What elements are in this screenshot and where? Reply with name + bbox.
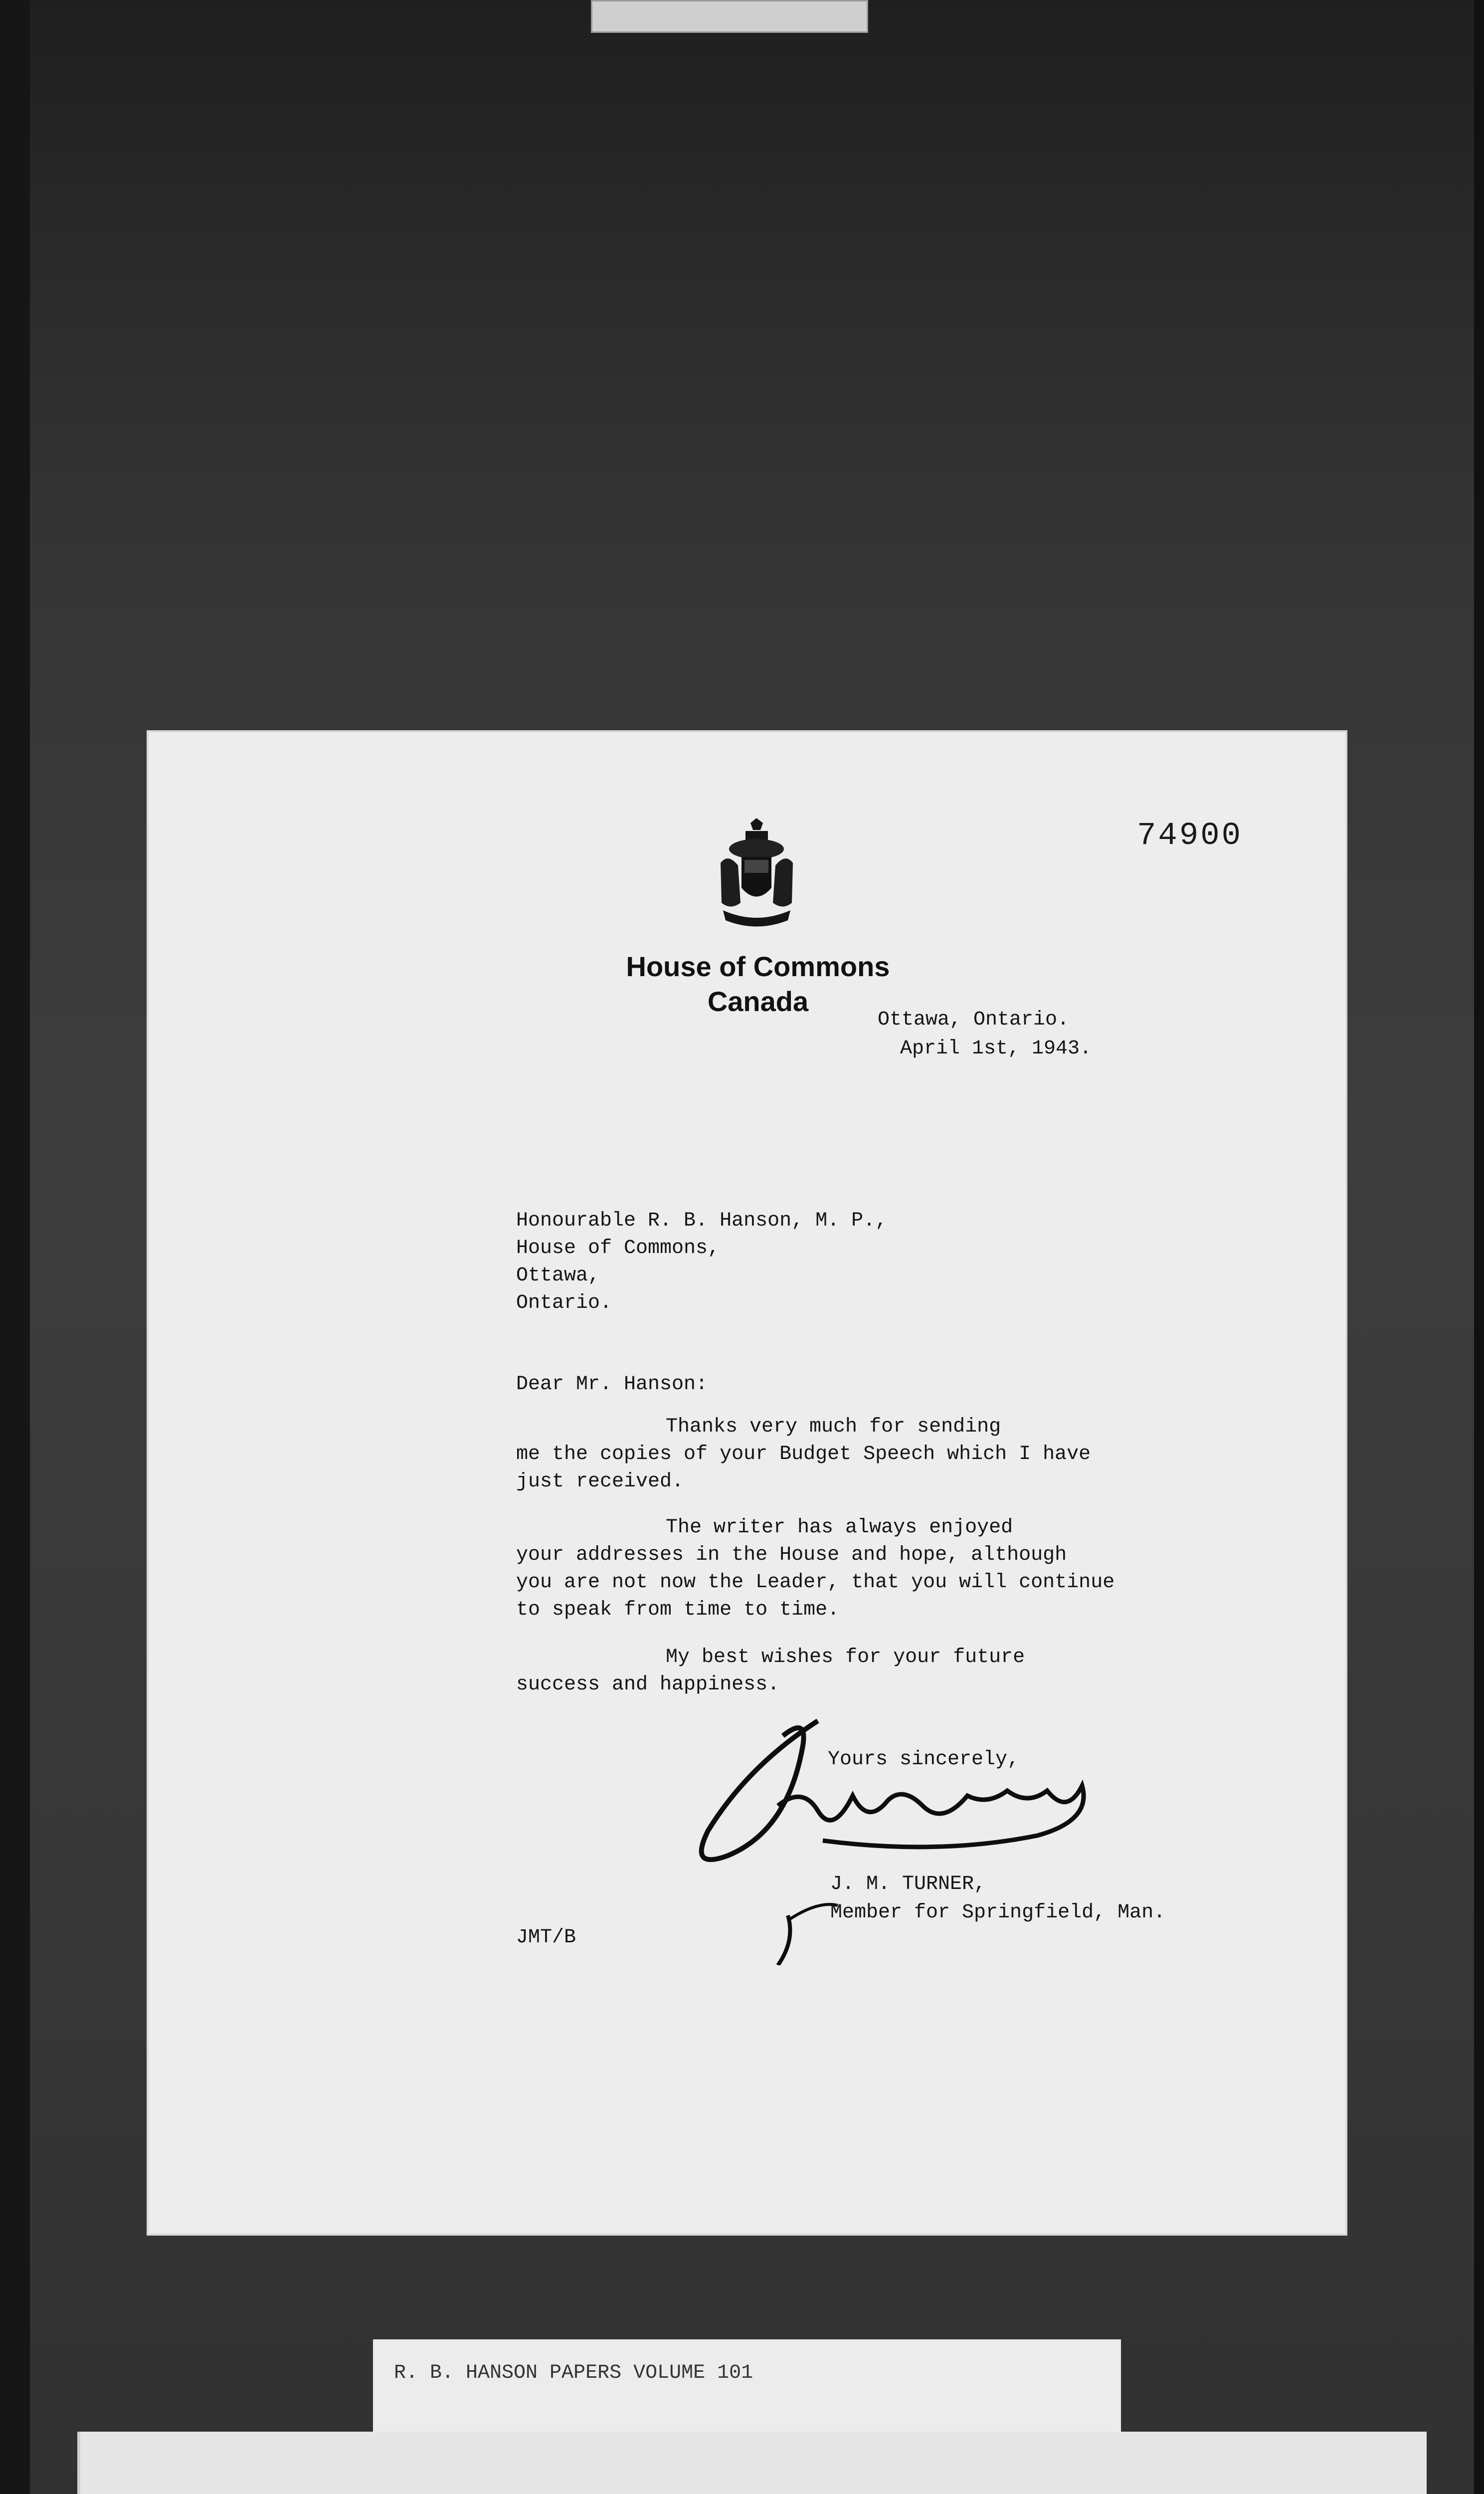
paragraph-line: The writer has always enjoyed (666, 1516, 1013, 1539)
document-number: 74900 (1137, 818, 1243, 854)
place-line: Ottawa, Ontario. (878, 1009, 1070, 1031)
collection-label (373, 2339, 1121, 2434)
recipient-line: Ottawa, (516, 1264, 600, 1287)
paragraph-line: just received. (516, 1470, 684, 1493)
recipient-line: House of Commons, (516, 1237, 720, 1259)
mounting-tape (591, 0, 868, 33)
signature (688, 1706, 1137, 1965)
coat-of-arms-icon (716, 818, 798, 933)
salutation: Dear Mr. Hanson: (516, 1373, 708, 1396)
date-line: April 1st, 1943. (900, 1038, 1092, 1060)
film-edge-right (1474, 0, 1484, 2494)
archives-card (77, 2432, 1427, 2494)
signer-title: Member for Springfield, Man. (830, 1901, 1166, 1924)
collection-label-text: R. B. HANSON PAPERS VOLUME 101 (394, 2362, 753, 2384)
paragraph-line: Thanks very much for sending (666, 1416, 1001, 1438)
closing: Yours sincerely, (828, 1748, 1020, 1771)
letterhead-subtitle: Canada (707, 986, 809, 1017)
paragraph-line: me the copies of your Budget Speech which I have (516, 1443, 1091, 1465)
paragraph-line: you are not now the Leader, that you will continue (516, 1571, 1115, 1594)
recipient-line: Ontario. (516, 1292, 612, 1314)
paragraph-line: to speak from time to time. (516, 1599, 840, 1621)
recipient-line: Honourable R. B. Hanson, M. P., (516, 1210, 888, 1232)
paragraph-line: My best wishes for your future (666, 1646, 1025, 1668)
reference-initials: JMT/B (516, 1926, 576, 1949)
paragraph-line: your addresses in the House and hope, although (516, 1544, 1067, 1566)
letterhead-title: House of Commons (626, 951, 890, 982)
film-edge-left (0, 0, 30, 2494)
signer-name: J. M. TURNER, (830, 1873, 986, 1895)
paragraph-line: success and happiness. (516, 1673, 780, 1696)
